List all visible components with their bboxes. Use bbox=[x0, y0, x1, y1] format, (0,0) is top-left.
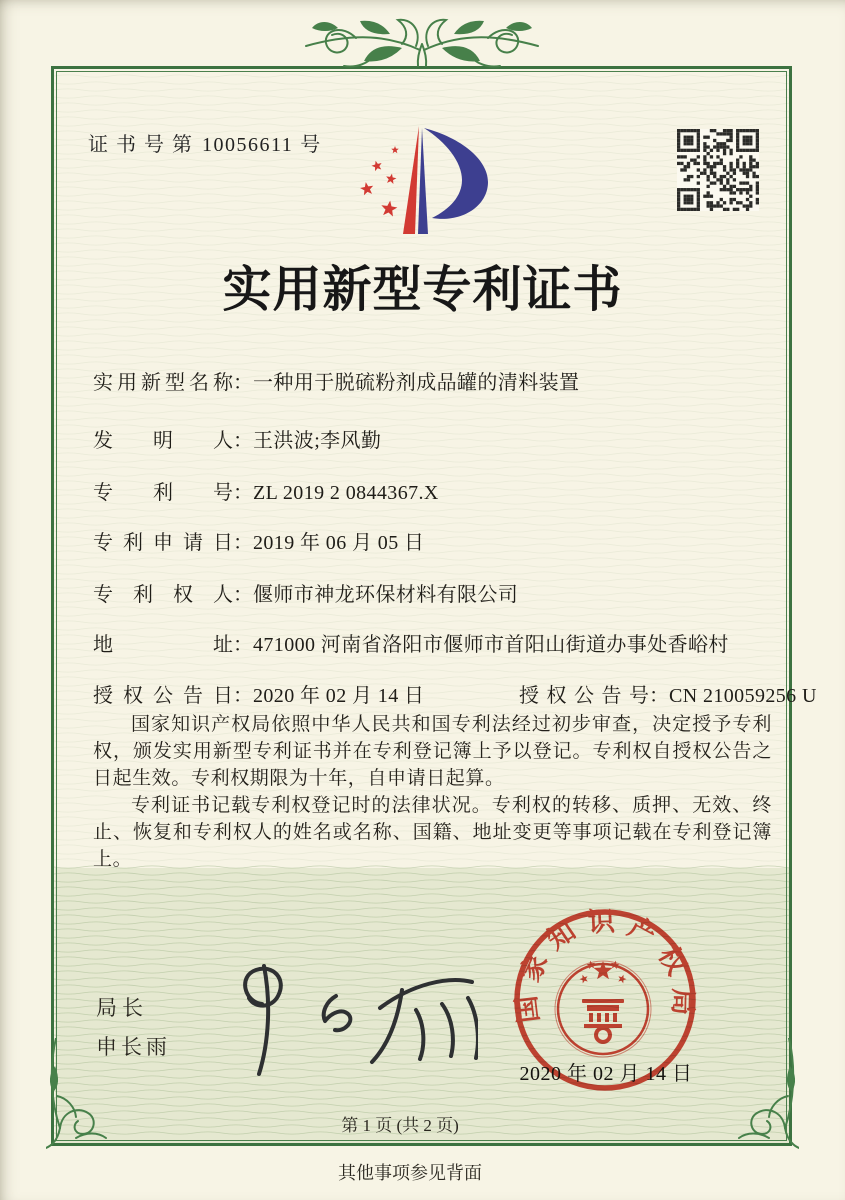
field-label: 地址 bbox=[93, 634, 233, 656]
director-name: 申长雨 bbox=[96, 1035, 171, 1059]
field-label: 实用新型名称 bbox=[93, 372, 233, 394]
field-row-patentee bbox=[93, 578, 518, 607]
certificate-title: 实用新型专利证书 bbox=[222, 262, 623, 317]
bottom-right-flourish-icon bbox=[725, 1038, 799, 1150]
legal-paragraph-2: 专利证书记载专利权登记时的法律状况。专利权的转移、质押、无效、终止、恢复和专利权人的姓名或名称、国籍、地址变更等事项记载在专利登记簿上。 bbox=[93, 795, 772, 870]
field-row-inventor bbox=[93, 424, 381, 453]
field-value: 一种用于脱硫粉剂成品罐的清料装置 bbox=[253, 372, 580, 394]
field-label: 授权公告日 bbox=[93, 685, 233, 707]
field-colon: ： bbox=[233, 532, 253, 554]
handwritten-signature bbox=[228, 952, 478, 1082]
legal-paragraph-1: 国家知识产权局依照中华人民共和国专利法经过初步审查，决定授予专利权，颁发实用新型专利证书并在专利登记簿上予以登记。专利权自授权公告之日起生效。专利权期限为十年，自申请日起算。 bbox=[93, 714, 772, 789]
director-title-label: 局长 bbox=[96, 996, 148, 1020]
qr-code bbox=[677, 129, 759, 211]
field-row-filing-date bbox=[93, 526, 424, 555]
certificate-number-prefix: 证书号第 bbox=[88, 134, 200, 156]
national-emblem-icon bbox=[555, 961, 651, 1057]
top-flourish-ornament-icon bbox=[292, 6, 552, 84]
certificate-number bbox=[88, 128, 320, 157]
field-colon: ： bbox=[649, 685, 669, 707]
field-row-patent-no bbox=[93, 476, 439, 505]
field-label: 专利申请日 bbox=[93, 532, 233, 554]
field-row-grant-number bbox=[519, 679, 817, 708]
field-row-name bbox=[93, 366, 579, 395]
page-number: 第 1 页 (共 2 页) bbox=[341, 1116, 459, 1135]
field-value: ZL 2019 2 0844367.X bbox=[253, 482, 439, 504]
field-value: 2020 年 02 月 14 日 bbox=[253, 685, 425, 707]
field-colon: ： bbox=[233, 430, 253, 452]
field-colon: ： bbox=[233, 634, 253, 656]
seal-text: 国家知识产权局 bbox=[511, 906, 699, 1025]
cnipa-logo bbox=[346, 122, 522, 240]
field-label: 专利权人 bbox=[93, 584, 233, 606]
field-row-address bbox=[93, 628, 729, 657]
field-value: 偃师市神龙环保材料有限公司 bbox=[253, 584, 519, 606]
field-label: 授权公告号 bbox=[519, 685, 649, 707]
field-row-grant bbox=[93, 679, 817, 708]
legal-text bbox=[93, 711, 772, 873]
field-value: 王洪波;李风勤 bbox=[253, 430, 382, 452]
field-colon: ： bbox=[233, 482, 253, 504]
field-colon: ： bbox=[233, 584, 253, 606]
field-colon: ： bbox=[233, 372, 253, 394]
field-label: 发明人 bbox=[93, 430, 233, 452]
field-value: 471000 河南省洛阳市偃师市首阳山街道办事处香峪村 bbox=[253, 634, 729, 656]
back-side-note: 其他事项参见背面 bbox=[338, 1163, 482, 1183]
field-value: 2019 年 06 月 05 日 bbox=[253, 532, 425, 554]
field-colon: ： bbox=[233, 685, 253, 707]
seal-date: 2020 年 02 月 14 日 bbox=[519, 1063, 693, 1085]
certificate-number-value: 10056611 bbox=[202, 134, 294, 156]
certificate-number-suffix: 号 bbox=[300, 134, 321, 156]
field-value: CN 210059256 U bbox=[669, 685, 817, 707]
field-label: 专利号 bbox=[93, 482, 233, 504]
